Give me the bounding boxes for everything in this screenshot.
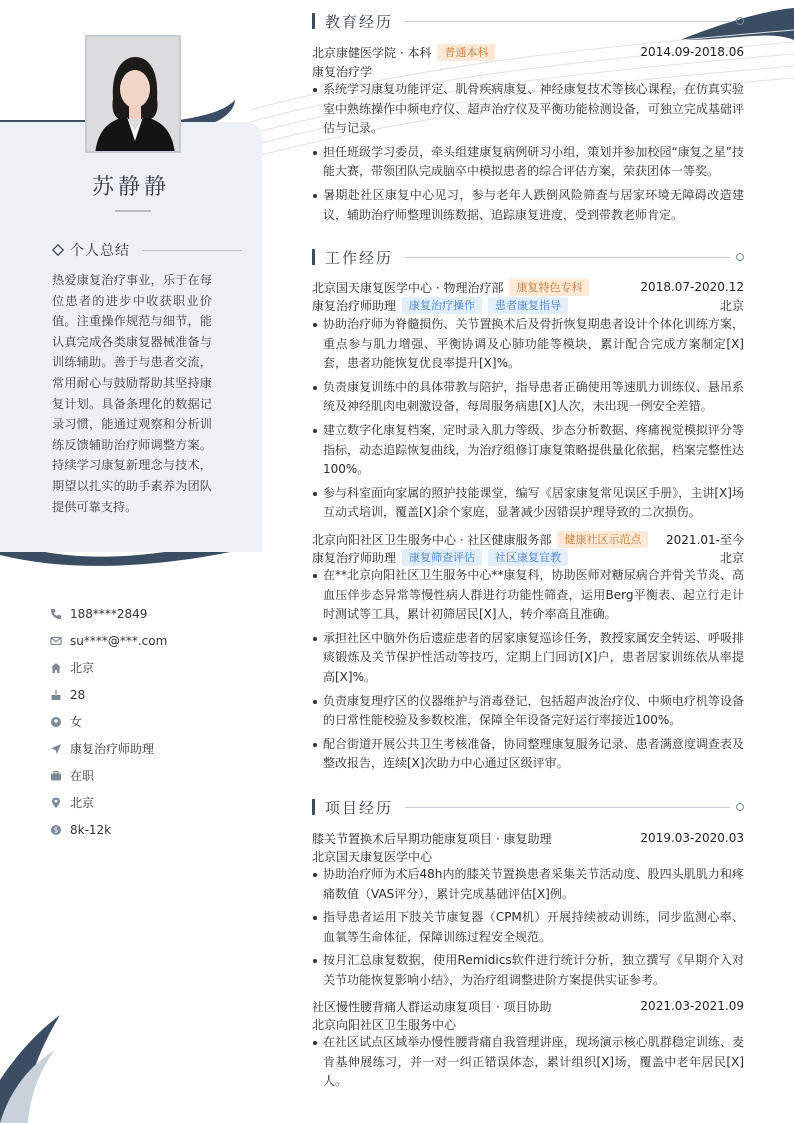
skill-tag: 社区康复宣教 — [488, 549, 568, 566]
contact-status — [50, 762, 167, 789]
mail-icon — [50, 635, 62, 647]
briefcase-icon — [50, 770, 62, 782]
send-icon — [50, 743, 62, 755]
bottom-left-wave-decoration — [0, 1010, 90, 1123]
school-name: 北京康健医学院 · 本科 — [312, 45, 432, 60]
job-role: 康复治疗师助理 — [312, 298, 397, 313]
contact-location — [50, 789, 167, 816]
avatar — [87, 37, 181, 153]
list-item: 负责康复理疗区的仪器维护与消毒登记，包括超声波治疗仪、中频电疗机等设备的日常性能校验及参数校准，保障全年设备完好运行率接近100%。 — [312, 692, 744, 731]
summary-text: 热爱康复治疗事业，乐于在每位患者的进步中收获职业价值。注重操作规范与细节，能认真完成各类康复器械准备与训练辅助。善于与患者交流，常用耐心与鼓励帮助其坚持康复计划。具备条理化的数据记录习惯，能通过观察和分析训练反馈辅助治疗师调整方案。持续学习康复新理念与技术，期望以扎实的助手素养为团队提供可靠支持。 — [52, 273, 212, 514]
list-item: 配合街道开展公共卫生考核准备，协同整理康复服务记录、患者满意度调查表及整改报告，连续[X]次助力中心通过区级评审。 — [312, 735, 744, 774]
list-item: 建立数字化康复档案，定时录入肌力等级、步态分析数据、疼痛视觉模拟评分等指标，动态追踪恢复曲线，为治疗组修订康复策略提供量化依据，档案完整性达100%。 — [312, 421, 744, 480]
summary-divider — [142, 250, 242, 251]
contact-text: 188****2849 — [70, 606, 148, 621]
section-title: 教育经历 — [325, 12, 394, 31]
job-location: 北京 — [719, 550, 744, 565]
contact-text: 北京 — [70, 796, 95, 810]
svg-text:$: $ — [53, 825, 59, 835]
project-bullets — [312, 1033, 744, 1096]
section-bar — [312, 249, 315, 265]
job-bullets — [312, 315, 744, 527]
contact-salary — [50, 816, 167, 843]
list-item: 在**北京向阳社区卫生服务中心**康复科，协助医师对糖尿病合并骨关节炎、高血压伴步态异常等慢性病人群进行功能性筛查，运用Berg平衡表、起立行走计时测试等工具，累计初筛居民[X]人，转介率高且准确。 — [312, 566, 744, 625]
candidate-name: 苏静静 — [91, 175, 170, 200]
list-item: 担任班级学习委员，牵头组建康复病例研习小组，策划并参加校园“康复之星”技能大赛，带领团队完成脑卒中模拟患者的综合评估方案，荣获团体一等奖。 — [312, 143, 744, 182]
salary-icon — [50, 824, 62, 836]
employer-tag: 健康社区示范点 — [557, 531, 648, 548]
list-item: 暑期赴社区康复中心见习，参与老年人跌倒风险筛查与居家环境无障碍改造建议，辅助治疗师整理训练数据、追踪康复进度，受到带教老师肯定。 — [312, 186, 744, 225]
list-item: 系统学习康复功能评定、肌骨疾病康复、神经康复技术等核心课程，在仿真实验室中熟练操作中频电疗仪、超声治疗仪及平衡功能检测设备，可独立完成基础评估与记录。 — [312, 80, 744, 139]
project-org: 北京向阳社区卫生服务中心 — [312, 1017, 457, 1032]
job-role-row — [312, 296, 744, 314]
contact-text: 8k-12k — [70, 822, 112, 837]
project-date: 2021.03-2021.09 — [640, 999, 744, 1013]
gender-icon — [50, 716, 62, 728]
section-rule — [405, 21, 730, 22]
job-bullets — [312, 566, 744, 778]
education-date: 2014.09-2018.06 — [640, 45, 744, 59]
phone-icon — [50, 608, 62, 620]
home-icon — [50, 662, 62, 674]
contact-gender — [50, 708, 167, 735]
section-title: 项目经历 — [325, 798, 394, 817]
contact-list — [50, 600, 167, 843]
section-rule — [405, 807, 730, 808]
project-date: 2019.03-2020.03 — [640, 831, 744, 845]
project-bullets — [312, 865, 744, 995]
major: 康复治疗学 — [312, 64, 373, 79]
job-date: 2021.01-至今 — [666, 532, 744, 547]
job-date: 2018.07-2020.12 — [640, 280, 744, 294]
list-item: 负责康复训练中的具体带教与陪护，指导患者正确使用等速肌力训练仪、悬吊系统及神经肌肉电刺激设备，每周服务病患[X]人次，未出现一例安全差错。 — [312, 378, 744, 417]
project-name: 社区慢性腰背痛人群运动康复项目 · 项目协助 — [312, 999, 552, 1014]
education-entry-header — [312, 43, 744, 61]
job-entry-header — [312, 530, 744, 548]
project-name: 膝关节置换术后早期功能康复项目 · 康复助理 — [312, 831, 552, 846]
circle-icon — [736, 803, 744, 811]
summary-title: 个人总结 — [70, 243, 130, 259]
contact-text: su****@***.com — [70, 633, 168, 648]
project-entry-header — [312, 829, 744, 847]
list-item: 指导患者运用下肢关节康复器（CPM机）开展持续被动训练，同步监测心率、血氧等生命体征，保障训练过程安全规范。 — [312, 908, 744, 947]
contact-text: 康复治疗师助理 — [70, 742, 155, 756]
degree-tag: 普通本科 — [437, 44, 495, 61]
name-divider — [115, 210, 151, 212]
skill-tag: 患者康复指导 — [488, 297, 568, 314]
cake-icon — [50, 689, 62, 701]
education-section-heading — [312, 10, 744, 32]
work-section-heading — [312, 246, 744, 268]
job-role: 康复治疗师助理 — [312, 550, 397, 565]
project-org-row — [312, 847, 744, 865]
project-org: 北京国天康复医学中心 — [312, 849, 433, 864]
list-item: 协助治疗师为脊髓损伤、关节置换术后及骨折恢复期患者设计个体化训练方案，重点参与肌力增强、平衡协调及心肺功能等模块，累计配合完成方案制定[X]套，患者功能恢复优良率提升[X]%。 — [312, 315, 744, 374]
contact-email — [50, 627, 167, 654]
list-item: 协助治疗师为术后48h内的膝关节置换患者采集关节活动度、股四头肌肌力和疼痛数值（VAS评分），累计完成基础评估[X]例。 — [312, 865, 744, 904]
list-item: 承担社区中脑外伤后遗症患者的居家康复巡诊任务，教授家属安全转运、呼吸排痰锻炼及关节保护性活动等技巧，定期上门回访[X]户，患者居家训练依从率提高[X]%。 — [312, 629, 744, 688]
project-entry-header — [312, 997, 744, 1015]
contact-text: 在职 — [70, 769, 95, 783]
contact-text: 28 — [70, 687, 86, 702]
section-bar — [312, 13, 315, 29]
contact-age — [50, 681, 167, 708]
location-pin-icon — [50, 797, 62, 809]
contact-text: 女 — [70, 715, 83, 729]
contact-position — [50, 735, 167, 762]
skill-tag: 康复治疗操作 — [402, 297, 482, 314]
list-item: 在社区试点区域举办慢性腰背痛自我管理讲座，现场演示核心肌群稳定训练、麦肯基伸展练习，并一对一纠正错误体态，累计组织[X]场，覆盖中老年居民[X]人。 — [312, 1033, 744, 1092]
employer-name: 北京国天康复医学中心 · 物理治疗部 — [312, 280, 504, 295]
list-item: 参与科室面向家属的照护技能课堂，编写《居家康复常见误区手册》，主讲[X]场互动式培训，覆盖[X]余个家庭，显著减少因错误护理导致的二次损伤。 — [312, 484, 744, 523]
education-bullets — [312, 80, 744, 229]
contact-text: 北京 — [70, 661, 95, 675]
diamond-icon — [52, 244, 64, 256]
profile-photo — [85, 35, 181, 153]
summary-heading — [52, 240, 242, 260]
section-bar — [312, 799, 315, 815]
project-org-row — [312, 1015, 744, 1033]
education-major-row — [312, 62, 744, 80]
circle-icon — [736, 253, 744, 261]
contact-city — [50, 654, 167, 681]
job-entry-header — [312, 278, 744, 296]
section-title: 工作经历 — [325, 248, 394, 267]
employer-tag: 康复特色专科 — [509, 279, 589, 296]
section-rule — [405, 257, 730, 258]
skill-tag: 康复筛查评估 — [402, 549, 482, 566]
list-item: 按月汇总康复数据，使用Remidics软件进行统计分析，独立撰写《早期介入对关节功能恢复影响小结》，为治疗组调整进阶方案提供实证参考。 — [312, 951, 744, 990]
project-section-heading — [312, 796, 744, 818]
job-role-row — [312, 548, 744, 566]
circle-icon — [736, 17, 744, 25]
job-location: 北京 — [719, 298, 744, 313]
contact-phone — [50, 600, 167, 627]
employer-name: 北京向阳社区卫生服务中心 · 社区健康服务部 — [312, 532, 552, 547]
